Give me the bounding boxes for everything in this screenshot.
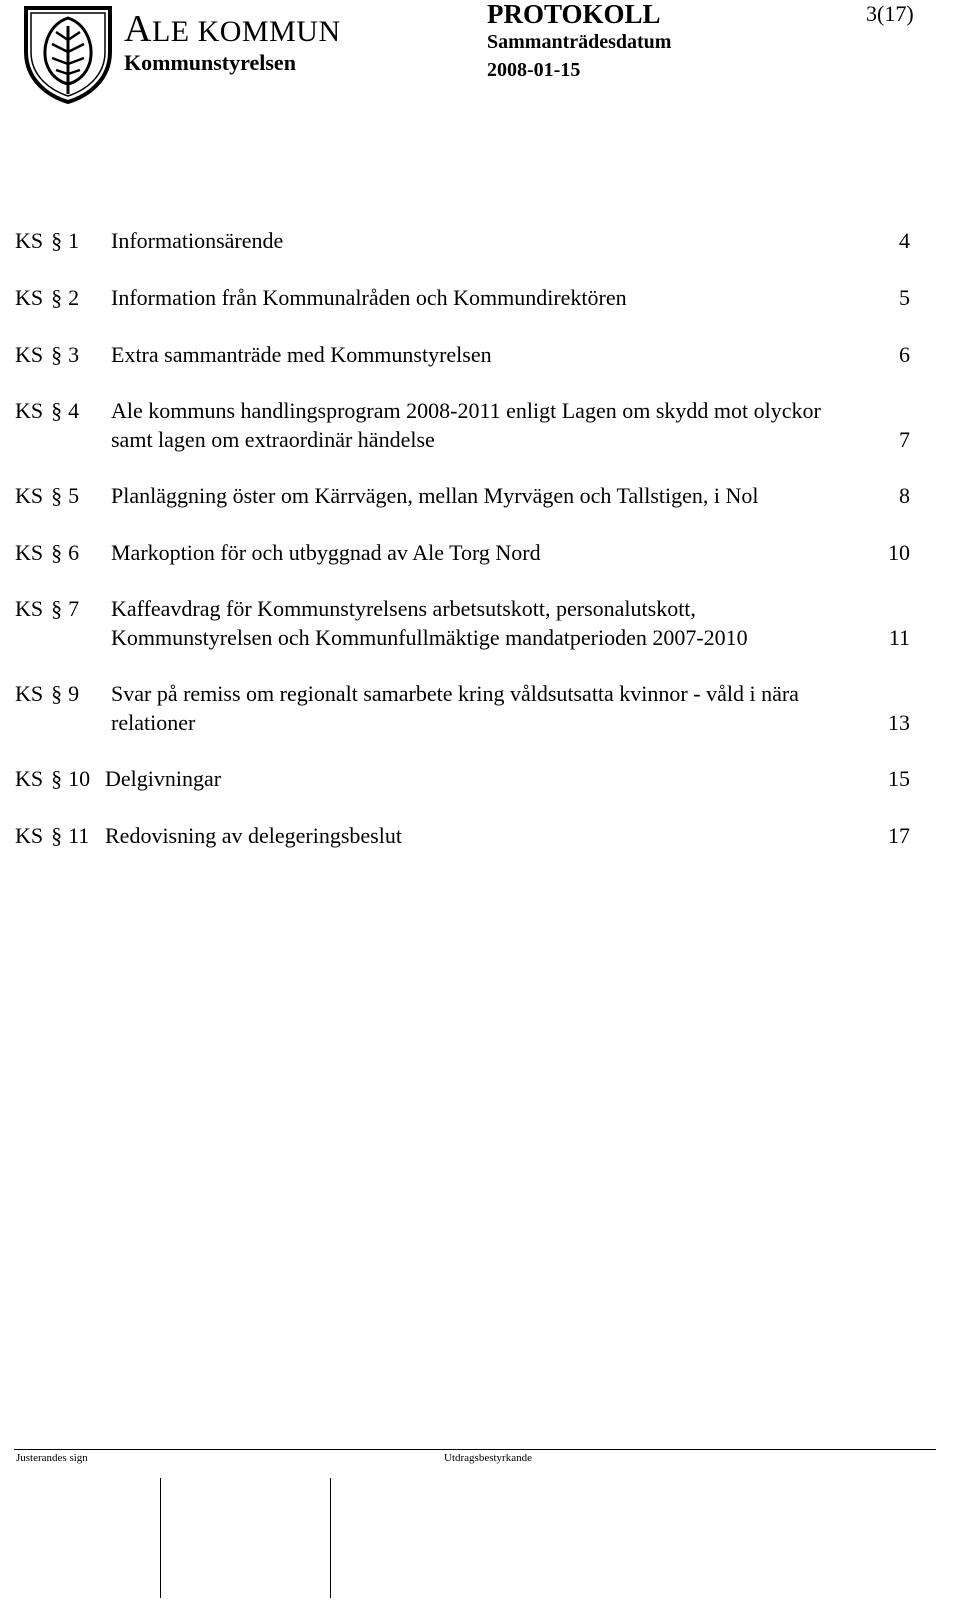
- page-number: 3(17): [866, 1, 914, 26]
- toc-title: Ale kommuns handlingsprogram 2008-2011 enligt Lagen om skydd mot olyckor samt lagen om extraordinär händelse: [111, 398, 821, 452]
- toc-page: 5: [899, 285, 910, 310]
- toc-page: 6: [899, 342, 910, 367]
- toc-page: 10: [888, 540, 910, 565]
- signature-box-divider: [330, 1478, 331, 1598]
- organization-subtitle: Kommunstyrelsen: [124, 50, 296, 75]
- toc-title: Informationsärende: [111, 228, 284, 253]
- toc-title: Markoption för och utbyggnad av Ale Torg Nord: [111, 540, 541, 565]
- toc-title: Planläggning öster om Kärrvägen, mellan Myrvägen och Tallstigen, i Nol: [111, 483, 759, 508]
- toc-code: KS § 2: [15, 285, 80, 310]
- meeting-date-label: Sammanträdesdatum: [487, 31, 672, 53]
- toc-code: KS § 10: [15, 766, 91, 791]
- footer-divider: [14, 1449, 936, 1450]
- meeting-date: 2008-01-15: [487, 59, 581, 81]
- toc-title: Delgivningar: [105, 766, 222, 791]
- adjuster-signature-label: Justerandes sign: [16, 1452, 88, 1464]
- toc-code: KS § 5: [15, 483, 80, 508]
- organization-name: ALE KOMMUN: [124, 8, 341, 50]
- toc-title: Svar på remiss om regionalt samarbete kring våldsutsatta kvinnor - våld i nära relationer: [111, 681, 799, 735]
- extract-certification-label: Utdragsbestyrkande: [444, 1452, 532, 1464]
- toc-title: Information från Kommunalråden och Kommundirektören: [111, 285, 627, 310]
- toc-code: KS § 6: [15, 540, 80, 565]
- toc-code: KS § 1: [15, 228, 80, 253]
- signature-box-divider: [160, 1478, 161, 1598]
- toc-page: 7: [899, 427, 910, 452]
- toc-code: KS § 7: [15, 596, 80, 621]
- toc-title: Kaffeavdrag för Kommunstyrelsens arbetsutskott, personalutskott, Kommunstyrelsen och Kommunfullmäktige mandatperioden 2007-2010: [111, 596, 748, 650]
- document-type: PROTOKOLL: [487, 0, 661, 29]
- toc-page: 17: [888, 823, 910, 848]
- toc-title: Extra sammanträde med Kommunstyrelsen: [111, 342, 492, 367]
- toc-page: 4: [899, 228, 910, 253]
- toc-code: KS § 3: [15, 342, 80, 367]
- toc-page: 13: [888, 710, 910, 735]
- toc-code: KS § 4: [15, 398, 80, 423]
- toc-title: Redovisning av delegeringsbeslut: [105, 823, 402, 848]
- toc-page: 11: [888, 625, 910, 650]
- ale-kommun-leaf-shield-icon: [22, 4, 114, 104]
- toc-code: KS § 11: [15, 823, 90, 848]
- toc-page: 15: [888, 766, 910, 791]
- toc-code: KS § 9: [15, 681, 80, 706]
- toc-page: 8: [899, 483, 910, 508]
